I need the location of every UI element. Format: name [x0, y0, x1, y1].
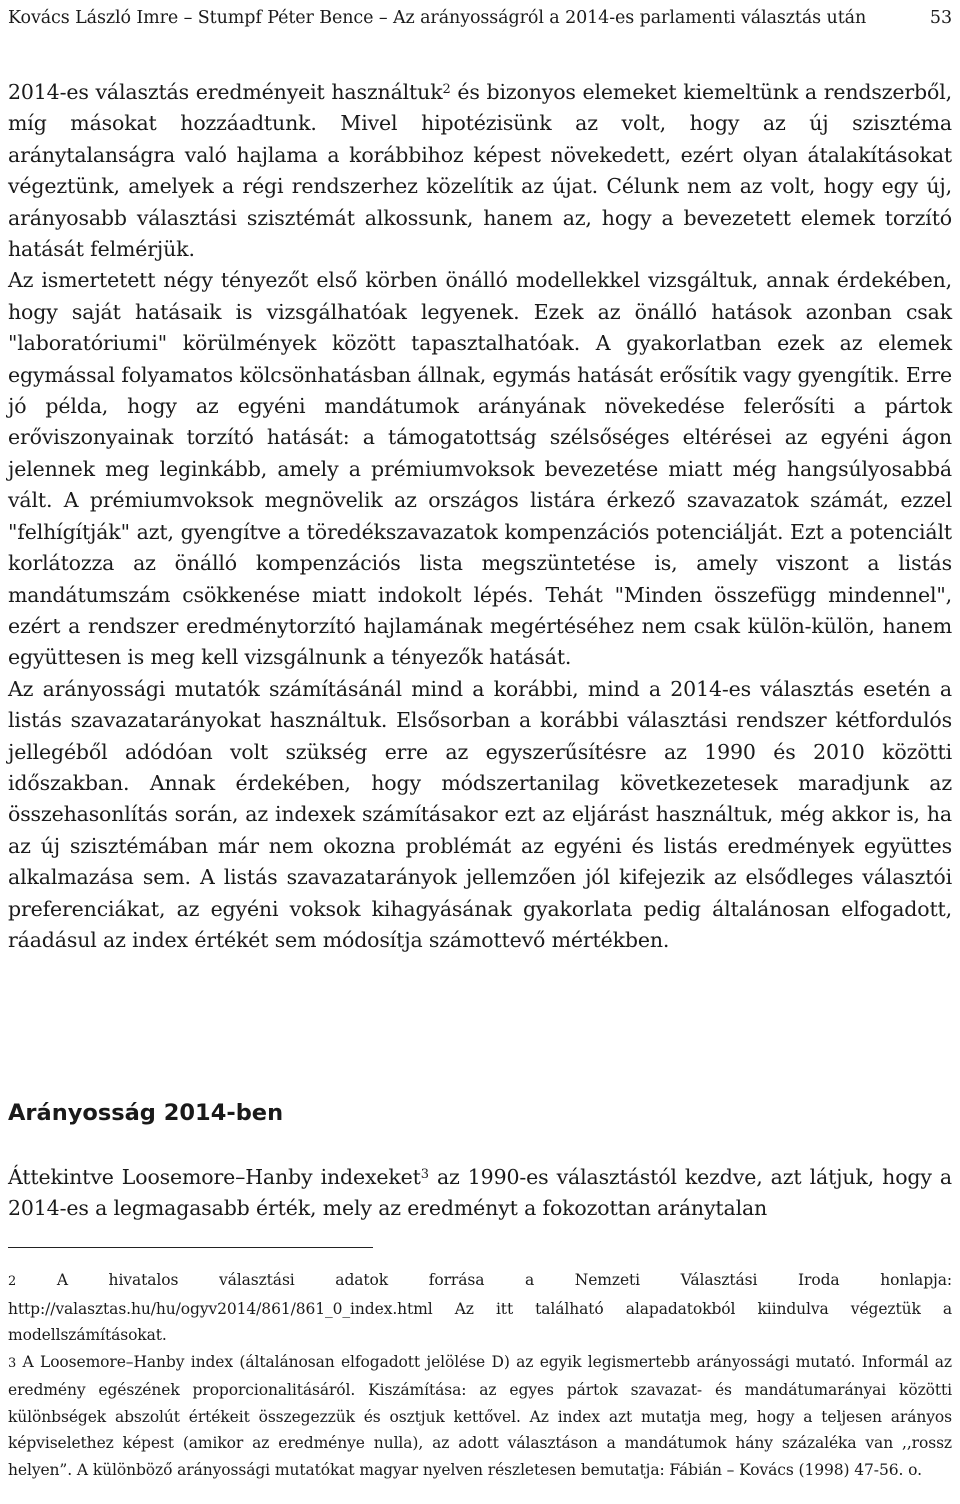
paragraph-text: és bizonyos elemeket kiemeltünk a rendszerből, míg másokat hozzáadtunk. Mivel hipotézisünk az volt, hogy az új szisztéma aránytalanságra való hajlama a korábbihoz képest növekedett, ezért olyan átalakításokat végeztünk, amelyek a régi rendszerhez közelítik az újat. Célunk nem az volt, hogy egy új, arányosabb választási szisztémát alkossunk, hanem az, hogy a bevezetett elemek torzító hatását felmérjük. — [8, 80, 952, 262]
footnote-3 — [8, 1349, 952, 1484]
page-number: 53 — [929, 8, 952, 28]
section-body — [8, 1162, 952, 1225]
body-text — [8, 77, 952, 956]
footnote-number: 2 — [8, 1274, 17, 1289]
paragraph — [8, 77, 952, 265]
footnote-number: 3 — [8, 1355, 17, 1371]
paragraph: Az arányossági mutatók számításánál mind a korábbi, mind a 2014-es választás esetén a listás szavazatarányokat használtuk. Elsősorban a korábbi választási rendszer kétfordulós jellegéből adódóan volt szükség erre az egyszerűsítésre az 1990 és 2010 közötti időszakban. Annak érdekében, hogy módszertanilag következetesek maradjunk az összehasonlítás során, az indexek számításakor ezt az eljárást használtuk, még akkor is, ha az új szisztémában már nem okozna problémát az egyéni és listás eredmények együttes alkalmazása sem. A listás szavazatarányok jellemzően jól kifejezik az elsődleges választói preferenciákat, az egyéni voksok kihagyásának gyakorlata pedig általánosan elfogadott, ráadásul az index értékét sem módosítja számottevő mértékben. — [8, 676, 952, 952]
footnote-ref: 3 — [420, 1167, 429, 1182]
footnote-2 — [8, 1267, 952, 1349]
footnote-ref: 2 — [442, 82, 451, 97]
section-heading: Arányosság 2014-ben — [8, 1100, 284, 1126]
footnote-text: A hivatalos választási adatok forrása a Nemzeti Választási Iroda honlapja: http://valasztas.hu/hu/ogyv2014/861/861_0_index.html Az itt található alapadatokból kiindulva végeztük a modellszámításokat. — [8, 1271, 952, 1344]
footnotes — [8, 1267, 952, 1483]
paragraph-text: 2014-es választás eredményeit használtuk — [8, 80, 443, 104]
paragraph-text: Áttekintve Loosemore–Hanby indexeket — [8, 1165, 421, 1189]
paragraph-text: az 1990-es választástól kezdve, azt látjuk, hogy a 2014-es a legmagasabb érték, mely az eredményt a fokozottan aránytalan — [8, 1165, 952, 1221]
running-header — [8, 6, 952, 30]
paragraph: Az ismertetett négy tényezőt első körben önálló modellekkel vizsgáltuk, annak érdekében, hogy saját hatásaik is vizsgálhatóak legyenek. Ezek az önálló hatások azonban csak "laboratóriumi" körülmények között tapasztalhatóak. A gyakorlatban ezek az elemek egymással folyamatos kölcsönhatásban állnak, egymás hatását erősítik vagy gyengítik. Erre jó példa, hogy az egyéni mandátumok arányának növekedése felerősíti a pártok erőviszonyainak torzító hatását: a támogatottság szélsőséges eltérései az egyéni ágon jelennek meg leginkább, amely a prémiumvoksok bevezetése miatt még hangsúlyosabbá vált. A prémiumvoksok megnövelik az országos listára érkező szavazatok számát, ezzel "felhígítják" azt, gyengítve a töredékszavazatok kompenzációs potenciálját. Ezt a potenciált korlátozza az önálló kompenzációs lista megszüntetése is, amely viszont a listás mandátumszám csökkenése miatt indokolt lépés. Tehát "Minden összefügg mindennel", ezért a rendszer eredménytorzító hajlamának megértéséhez nem csak külön-külön, hanem együttesen is meg kell vizsgálnunk a tényezők hatását. — [8, 268, 952, 670]
paragraph — [8, 1162, 952, 1225]
footnote-text: A Loosemore–Hanby index (általánosan elfogadott jelölése D) az egyik legismertebb arányossági mutató. Informál az eredmény egészének proporcionalitásáról. Kiszámítása: az egyes pártok szavazat- és mandátumarányai közötti különbségek abszolút értékeit összegezzük és osztjuk kettővel. Az index azt mutatja meg, hogy a teljesen arányos képviselethez képest (amikor az eredménye nulla), az adott választáson a mandátumok hány százaléka van ,,rossz helyen”. A különböző arányossági mutatókat magyar nyelven részletesen bemutatja: Fábián – Kovács (1998) 47-56. o. — [8, 1352, 952, 1479]
footnote-divider — [8, 1247, 373, 1248]
running-title: Kovács László Imre – Stumpf Péter Bence – Az arányosságról a 2014-es parlamenti választás után — [8, 8, 867, 28]
